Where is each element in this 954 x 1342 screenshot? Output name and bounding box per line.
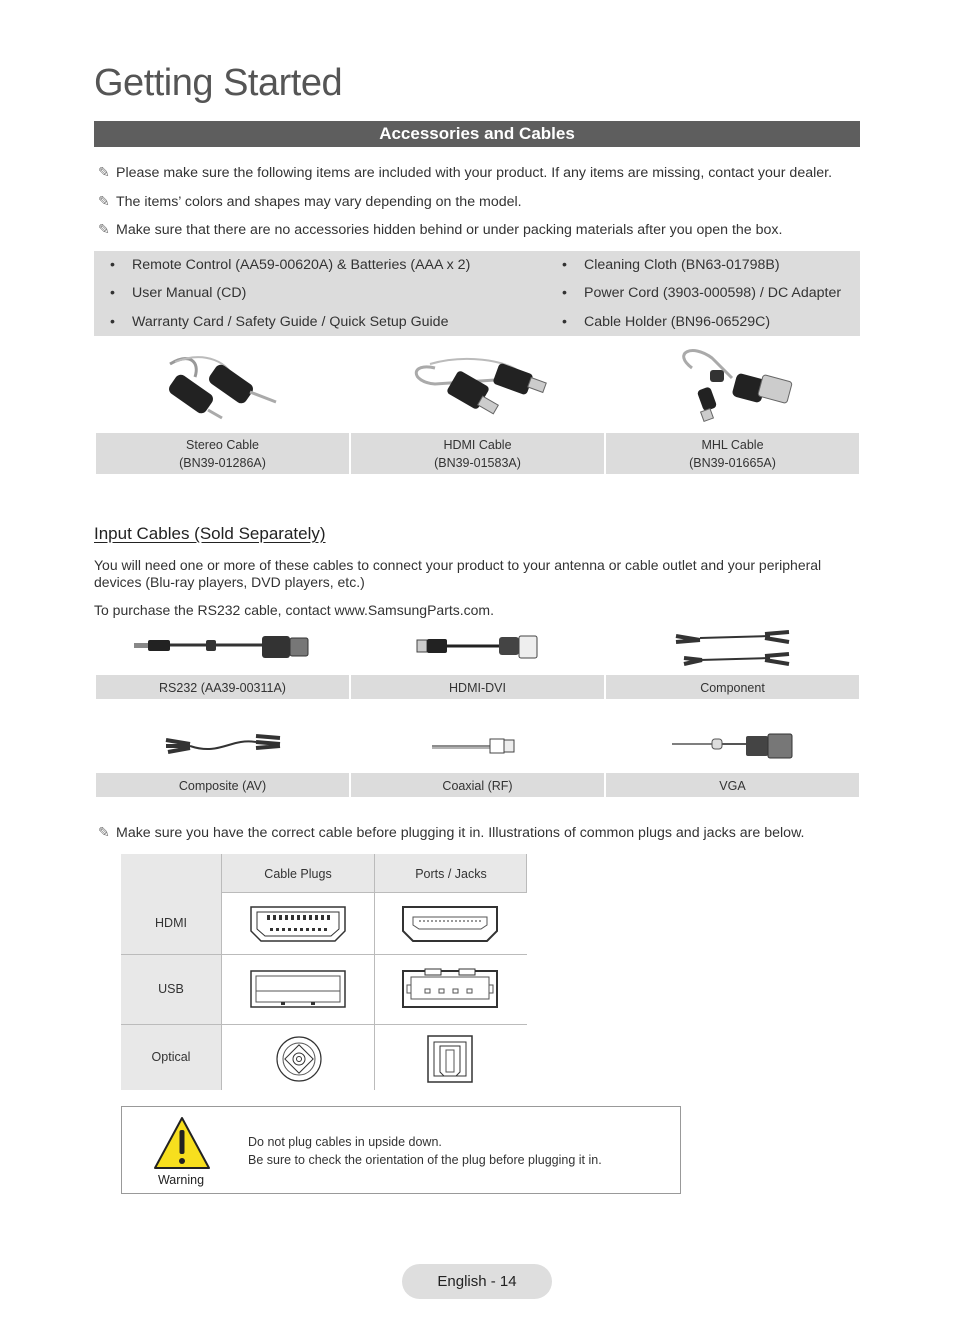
cable-label-hdmi-dvi: HDMI-DVI xyxy=(351,675,604,699)
note-correct-cable: ✎ Make sure you have the correct cable before plugging it in. Illustrations of common plugs and jacks are below. xyxy=(98,824,805,841)
list-item: • User Manual (CD) xyxy=(110,285,247,301)
list-item: • Warranty Card / Safety Guide / Quick Setup Guide xyxy=(110,314,449,330)
warning-label: Warning xyxy=(157,1173,205,1187)
optical-plug-icon xyxy=(275,1035,323,1083)
coaxial-cable-image xyxy=(430,734,520,758)
hdmi-dvi-cable-image xyxy=(413,630,543,666)
hdmi-plug-icon xyxy=(249,905,347,943)
pencil-note-icon: ✎ xyxy=(98,164,110,180)
hdmi-port-icon xyxy=(401,905,499,943)
plugs-jacks-table xyxy=(121,854,527,1090)
hdmi-cable-image xyxy=(405,352,553,424)
composite-cable-image xyxy=(160,728,285,764)
cable-label-rs232: RS232 (AA39-00311A) xyxy=(96,675,349,699)
optical-port-icon xyxy=(426,1034,474,1084)
cable-label-vga: VGA xyxy=(606,773,859,797)
paragraph-input-cables: You will need one or more of these cables to connect your product to your antenna or cable outlet and your peripheral devices (Blu-ray players, DVD players, etc.) xyxy=(94,557,822,590)
list-item: • Cable Holder (BN96-06529C) xyxy=(562,314,771,330)
cable-label-mhl: MHL Cable (BN39-01665A) xyxy=(606,433,859,474)
subheading-input-cables: Input Cables (Sold Separately) xyxy=(94,524,326,543)
note-colors-vary: ✎ The items’ colors and shapes may vary depending on the model. xyxy=(98,193,522,210)
warning-text: Do not plug cables in upside down. Be sure to check the orientation of the plug before plugging it in. xyxy=(248,1135,602,1167)
paragraph-rs232-purchase: To purchase the RS232 cable, contact www.SamsungParts.com. xyxy=(94,602,494,618)
warning-triangle-icon xyxy=(153,1116,211,1170)
cable-label-component: Component xyxy=(606,675,859,699)
warning-box xyxy=(121,1106,681,1194)
cable-label-stereo: Stereo Cable (BN39-01286A) xyxy=(96,433,349,474)
usb-plug-icon xyxy=(249,969,347,1009)
pencil-note-icon: ✎ xyxy=(98,824,110,840)
note-included-items: ✎ Please make sure the following items are included with your product. If any items are missing, contact your dealer. xyxy=(98,164,833,181)
column-header-cable-plugs: Cable Plugs xyxy=(264,867,332,881)
usb-port-icon xyxy=(401,967,499,1011)
rs232-cable-image xyxy=(132,630,314,666)
list-item: • Power Cord (3903-000598) / DC Adapter xyxy=(562,285,842,301)
component-cable-image xyxy=(670,628,795,672)
pencil-note-icon: ✎ xyxy=(98,193,110,209)
cable-label-hdmi: HDMI Cable (BN39-01583A) xyxy=(351,433,604,474)
stereo-cable-image xyxy=(160,352,285,424)
page-title: Getting Started xyxy=(94,62,343,104)
list-item: • Remote Control (AA59-00620A) & Batteries (AAA x 2) xyxy=(110,257,471,273)
page-number-badge: English - 14 xyxy=(402,1264,552,1299)
list-item: • Cleaning Cloth (BN63-01798B) xyxy=(562,257,780,273)
column-header-ports-jacks: Ports / Jacks xyxy=(415,867,487,881)
pencil-note-icon: ✎ xyxy=(98,221,110,237)
row-label-optical: Optical xyxy=(151,1050,191,1064)
cable-label-composite: Composite (AV) xyxy=(96,773,349,797)
note-hidden-accessories: ✎ Make sure that there are no accessories hidden behind or under packing materials after you open the box. xyxy=(98,221,783,238)
mhl-cable-image xyxy=(672,348,797,428)
cable-label-coaxial: Coaxial (RF) xyxy=(351,773,604,797)
section-header-accessories: Accessories and Cables xyxy=(94,121,860,147)
row-label-usb: USB xyxy=(158,982,184,996)
vga-cable-image xyxy=(670,728,798,764)
row-label-hdmi: HDMI xyxy=(155,916,187,930)
